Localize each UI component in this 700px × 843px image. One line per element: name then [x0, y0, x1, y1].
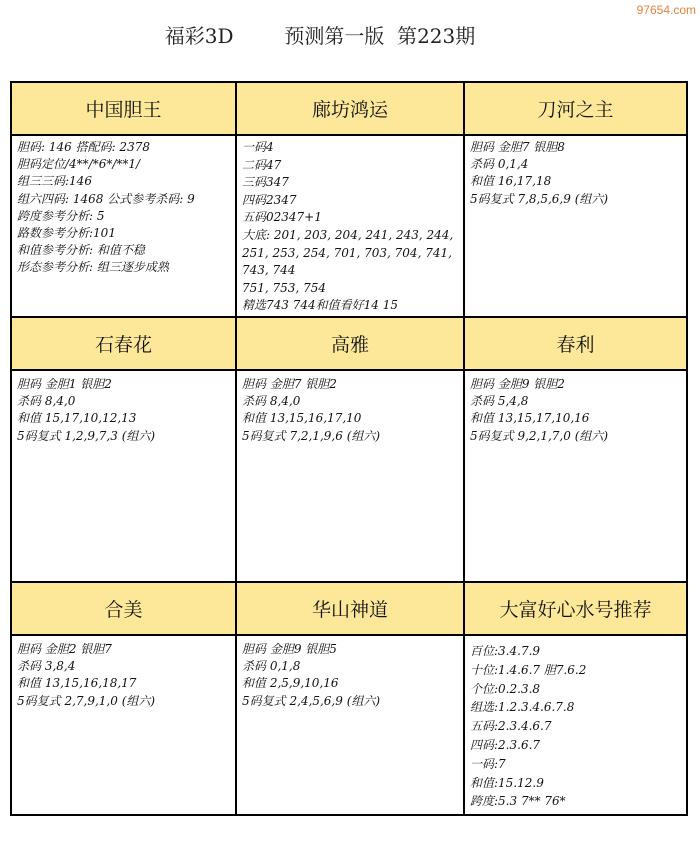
expert-name: 刀河之主 — [465, 83, 686, 136]
prediction-line: 百位:3.4.7.9 — [470, 644, 541, 658]
expert-cell — [463, 83, 686, 316]
prediction-line: 胆码 金胆7 银胆8 — [470, 140, 565, 154]
prediction-line: 5码复式 7,8,5,6,9 (组六) — [470, 191, 609, 206]
prediction-line: 组三三码:146 — [17, 174, 92, 189]
prediction-line: 胆码 金胆7 银胆2 — [242, 377, 337, 391]
expert-name: 大富好心水号推荐 — [465, 583, 686, 636]
prediction-line: 一码4 — [242, 140, 274, 154]
prediction-line: 和值 16,17,18 — [470, 174, 552, 189]
prediction-line: 大底: 201, 203, 204, 241, 243, 244, — [242, 227, 454, 242]
prediction-line: 5码复式 9,2,1,7,0 (组六) — [470, 428, 609, 443]
prediction-line: 和值:15.12.9 — [470, 775, 544, 790]
prediction-line: 二码47 — [242, 157, 282, 172]
table-row — [12, 83, 686, 316]
expert-cell — [12, 83, 235, 316]
table-row — [12, 581, 686, 814]
prediction-line: 751, 753, 754 — [242, 280, 326, 295]
prediction-line: 5码复式 2,7,9,1,0 (组六) — [17, 693, 156, 708]
expert-cell — [235, 318, 463, 581]
prediction-text — [237, 136, 463, 316]
prediction-line: 三码347 — [242, 175, 289, 190]
prediction-line: 胆码 金胆9 银胆5 — [242, 642, 337, 656]
expert-cell — [12, 583, 235, 814]
prediction-line: 杀码 0,1,4 — [470, 157, 529, 172]
prediction-line: 和值 2,5,9,10,16 — [242, 676, 339, 691]
prediction-line: 杀码 5,4,8 — [470, 394, 529, 409]
prediction-line: 胆码 金胆9 银胆2 — [470, 377, 565, 391]
expert-cell — [463, 318, 686, 581]
prediction-line: 组选:1.2.3.4.6.7.8 — [470, 700, 575, 715]
expert-name: 高雅 — [237, 318, 463, 371]
prediction-line: 跨度:5.3 7** 76* — [470, 794, 566, 809]
prediction-line: 和值 13,15,16,17,10 — [242, 411, 362, 426]
expert-name: 石春花 — [12, 318, 235, 371]
expert-cell — [12, 318, 235, 581]
prediction-text — [12, 136, 235, 316]
prediction-text — [465, 136, 686, 316]
prediction-line: 一码:7 — [470, 756, 506, 771]
expert-name: 合美 — [12, 583, 235, 636]
expert-cell — [235, 83, 463, 316]
prediction-line: 四码:2.3.6.7 — [470, 737, 541, 752]
prediction-line: 5码复式 7,2,1,9,6 (组六) — [242, 428, 381, 443]
prediction-line: 胆码 金胆2 银胆7 — [17, 642, 112, 656]
expert-cell — [235, 583, 463, 814]
prediction-text — [465, 636, 686, 814]
prediction-line: 胆码定位/4**/*6*/**1/ — [17, 157, 141, 172]
table-row — [12, 316, 686, 581]
prediction-text — [12, 636, 235, 814]
prediction-line: 组六四码: 1468 公式参考杀码: 9 — [17, 191, 195, 206]
expert-name: 中国胆王 — [12, 83, 235, 136]
prediction-line: 5码复式 1,2,9,7,3 (组六) — [17, 428, 156, 443]
site-watermark: 97654.com — [636, 3, 696, 17]
page-title: 福彩3D 预测第一版 第223期 — [164, 24, 476, 48]
prediction-text — [12, 371, 235, 581]
prediction-line: 5码复式 2,4,5,6,9 (组六) — [242, 693, 381, 708]
prediction-text — [237, 371, 463, 581]
prediction-line: 杀码 8,4,0 — [17, 394, 76, 409]
prediction-line: 251, 253, 254, 701, 703, 704, 741, — [242, 245, 452, 260]
prediction-text — [237, 636, 463, 814]
prediction-line: 跨度参考分析: 5 — [17, 208, 105, 223]
prediction-line: 形态参考分析: 组三逐步成熟 — [17, 260, 169, 275]
prediction-line: 个位:0.2.3.8 — [470, 681, 541, 696]
prediction-line: 杀码 8,4,0 — [242, 394, 301, 409]
prediction-line: 胆码: 146 搭配码: 2378 — [17, 140, 150, 154]
prediction-line: 和值 15,17,10,12,13 — [17, 411, 137, 426]
expert-cell — [463, 583, 686, 814]
prediction-line: 杀码 3,8,4 — [17, 659, 76, 674]
prediction-line: 路数参考分析:101 — [17, 226, 116, 241]
prediction-line: 和值 13,15,16,18,17 — [17, 676, 137, 691]
prediction-line: 杀码 0,1,8 — [242, 659, 301, 674]
prediction-line: 五码:2.3.4.6.7 — [470, 719, 552, 734]
prediction-table — [10, 81, 688, 816]
prediction-line: 精选743 744和值看好14 15 — [242, 298, 398, 313]
prediction-line: 和值 13,15,17,10,16 — [470, 411, 590, 426]
prediction-line: 胆码 金胆1 银胆2 — [17, 377, 112, 391]
expert-name: 廊坊鸿运 — [237, 83, 463, 136]
expert-name: 华山神道 — [237, 583, 463, 636]
prediction-line: 四码2347 — [242, 192, 297, 207]
prediction-line: 十位:1.4.6.7 胆7.6.2 — [470, 662, 587, 677]
prediction-line: 和值参考分析: 和值不稳 — [17, 243, 145, 258]
prediction-line: 五码02347+1 — [242, 210, 322, 225]
prediction-text — [465, 371, 686, 581]
expert-name: 春利 — [465, 318, 686, 371]
prediction-line: 743, 744 — [242, 263, 296, 278]
